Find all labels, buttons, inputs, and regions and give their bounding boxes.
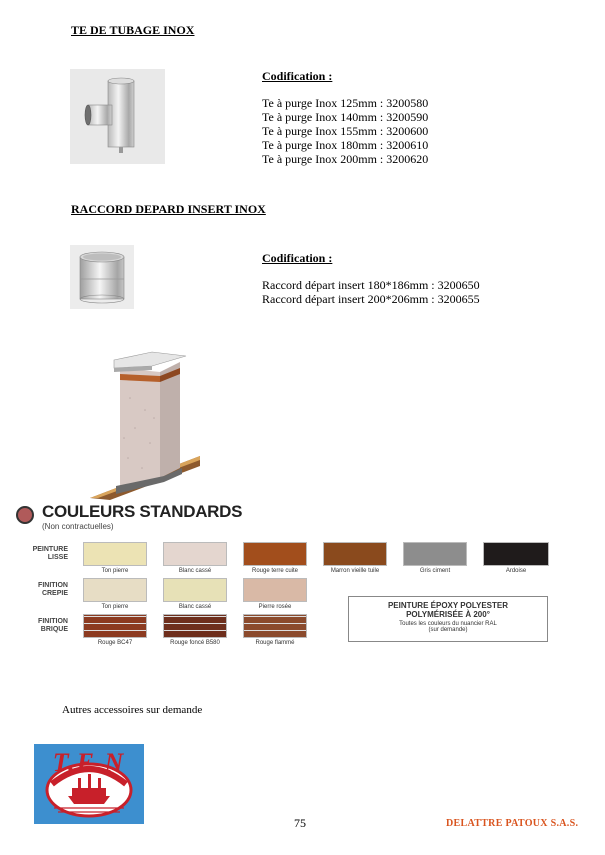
colour-chart <box>16 500 596 650</box>
tee-pipe-icon <box>70 69 165 164</box>
chimney-icon <box>90 348 200 500</box>
swatch-caption: Ton pierre <box>101 604 129 610</box>
epoxy-line2: POLYMÉRISÉE À 200° <box>406 610 490 619</box>
swatch-blanc-casse-crepie <box>163 578 227 602</box>
codification-label-1: Codification : <box>262 69 333 83</box>
te-tubage-photo <box>70 69 165 164</box>
swatch-caption: Marron vieille tuile <box>330 568 380 574</box>
section-heading-te-tubage: TE DE TUBAGE INOX <box>71 23 195 37</box>
codification-list-2 <box>262 278 480 306</box>
codification-line: Te à purge Inox 155mm : 3200600 <box>262 124 429 138</box>
codification-line: Raccord départ insert 180*186mm : 3200650 <box>262 278 480 292</box>
logo-lettering: T.E.N <box>52 748 126 777</box>
swatch-ton-pierre <box>83 542 147 566</box>
codification-line: Raccord départ insert 200*206mm : 3200655 <box>262 292 480 306</box>
swatch-caption: Rouge terre cuite <box>251 568 299 574</box>
codification-label-2: Codification : <box>262 251 333 265</box>
swatch-caption: Gris ciment <box>419 568 451 574</box>
page-number: 75 <box>294 816 306 830</box>
codification-line: Te à purge Inox 125mm : 3200580 <box>262 96 429 110</box>
codification-list-1 <box>262 96 428 166</box>
swatch-caption: Blanc cassé <box>178 604 212 610</box>
ten-logo <box>34 744 144 824</box>
chimney-illustration <box>90 348 200 500</box>
swatch-marron-vieille-tuile <box>323 542 387 566</box>
codification-line: Te à purge Inox 200mm : 3200620 <box>262 152 429 166</box>
swatch-gris-ciment <box>403 542 467 566</box>
epoxy-line1: PEINTURE ÉPOXY POLYESTER <box>387 601 509 610</box>
row-label-peinture: PEINTURE LISSE <box>32 546 68 561</box>
swatch-rouge-terre-cuite <box>243 542 307 566</box>
section-heading-raccord: RACCORD DEPARD INSERT INOX <box>71 202 266 216</box>
swatch-ardoise <box>483 542 549 566</box>
swatch-blanc-casse <box>163 542 227 566</box>
swatch-ton-pierre-crepie <box>83 578 147 602</box>
chart-subtitle: (Non contractuelles) <box>42 522 114 531</box>
codification-line: Te à purge Inox 180mm : 3200610 <box>262 138 429 152</box>
swatch-caption: Ton pierre <box>101 568 129 574</box>
company-name: DELATTRE PATOUX S.A.S. <box>446 818 579 829</box>
chart-bullet-icon <box>16 506 34 524</box>
swatch-rouge-fonce-b580 <box>163 614 227 638</box>
epoxy-info-box <box>348 596 548 642</box>
swatch-caption: Rouge foncé B580 <box>170 640 220 646</box>
codification-line: Te à purge Inox 140mm : 3200590 <box>262 110 429 124</box>
pipe-coupling-icon <box>70 245 134 309</box>
swatch-caption: Blanc cassé <box>178 568 212 574</box>
swatch-caption: Rouge BC47 <box>97 640 133 646</box>
epoxy-line3: Toutes les couleurs du nuancier RAL <box>399 621 497 627</box>
swatch-pierre-rosee <box>243 578 307 602</box>
swatch-caption: Rouge flammé <box>255 640 295 646</box>
swatch-rouge-flamme <box>243 614 307 638</box>
epoxy-line4: (sur demande) <box>428 627 468 633</box>
row-label-brique: FINITION BRIQUE <box>38 618 68 633</box>
swatch-caption: Pierre rosée <box>258 604 292 610</box>
swatch-caption: Ardoise <box>505 568 527 574</box>
accessories-note: Autres accessoires sur demande <box>62 704 203 716</box>
row-label-crepie: FINITION CREPIE <box>38 582 68 597</box>
raccord-photo <box>70 245 134 309</box>
swatch-rouge-bc47 <box>83 614 147 638</box>
chart-title: COULEURS STANDARDS <box>42 502 243 521</box>
